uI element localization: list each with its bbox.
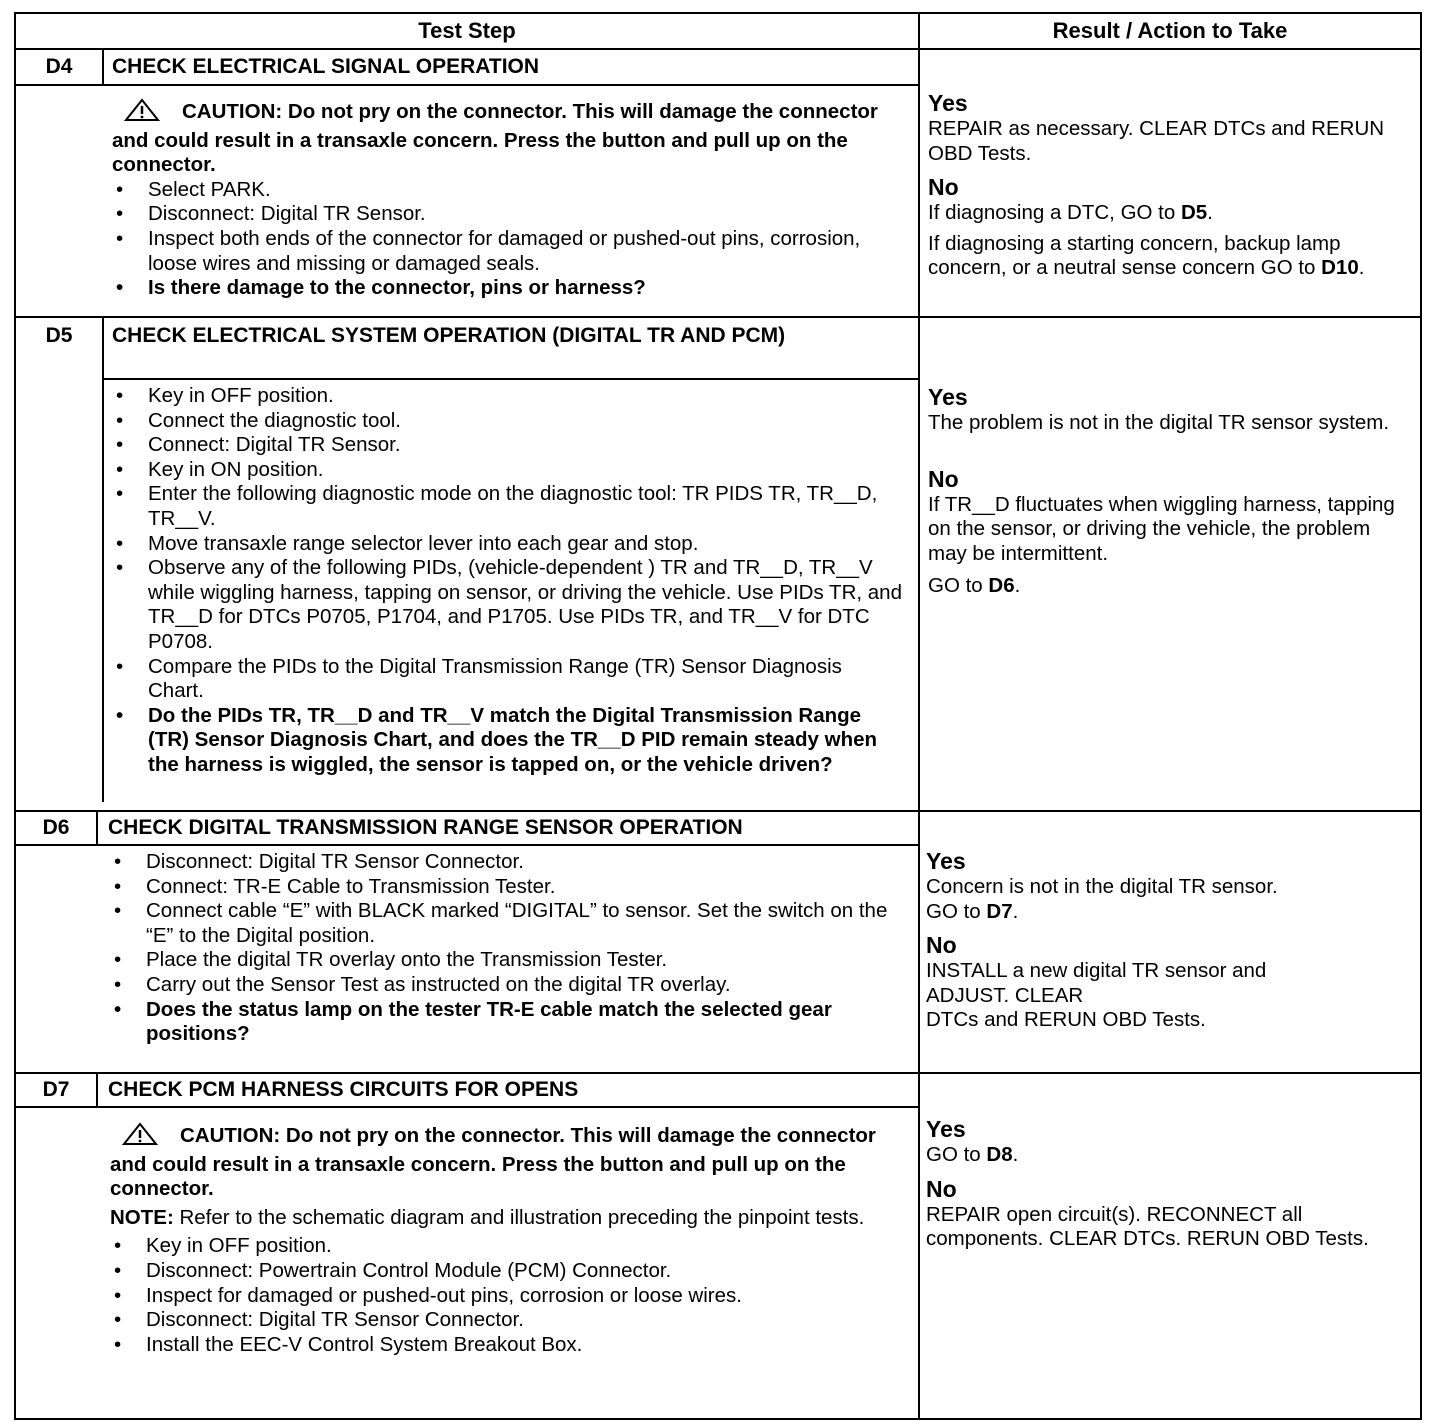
no-action-line: ADJUST. CLEAR — [926, 983, 1084, 1007]
list-item: • Carry out the Sensor Test as instructed on the digital TR overlay. — [110, 973, 900, 998]
no-action-line: DTCs and RERUN OBD Tests. — [926, 1008, 1206, 1031]
yes-label: Yes — [928, 90, 968, 116]
no-label: No — [926, 1175, 957, 1202]
yes-action: Concern is not in the digital TR sensor. — [926, 875, 1278, 898]
step-bullet-list — [112, 384, 902, 778]
list-item: • Enter the following diagnostic mode on the diagnostic tool: TR PIDS TR, TR__D, TR__V. — [112, 482, 902, 531]
question-item: • Does the status lamp on the tester TR-E cable match the selected gear positions? — [110, 998, 900, 1047]
step-body-d5 — [112, 384, 902, 778]
list-item: • Disconnect: Digital TR Sensor. — [112, 202, 902, 227]
id-divider — [96, 1072, 98, 1106]
list-item: • Observe any of the following PIDs, (vehicle-dependent ) TR and TR__D, TR__V while wiggling harness, tapping on sensor, or driving the vehicle. Use PIDs TR, and TR__D for DTCs P0705, P1704, and P1705. Use PIDs TR, and TR__V for DTC P0708. — [112, 556, 902, 654]
row-divider — [16, 316, 1420, 318]
go-to-action: GO to D7. — [926, 899, 1019, 923]
step-title-divider — [16, 1106, 918, 1108]
step-id-d4: D4 — [45, 55, 73, 78]
step-title-d6: CHECK DIGITAL TRANSMISSION RANGE SENSOR OPERATION — [108, 816, 743, 839]
step-title-d7: CHECK PCM HARNESS CIRCUITS FOR OPENS — [108, 1078, 579, 1101]
step-title-d4: CHECK ELECTRICAL SIGNAL OPERATION — [112, 55, 540, 78]
step-title-divider — [16, 844, 918, 846]
list-item: • Connect cable “E” with BLACK marked “DIGITAL” to sensor. Set the switch on the “E” to the Digital position. — [110, 899, 900, 948]
list-item: • Inspect both ends of the connector for damaged or pushed-out pins, corrosion, loose wires and missing or damaged seals. — [112, 227, 902, 276]
no-action-line: INSTALL a new digital TR sensor and — [926, 959, 1267, 982]
header-result-action: Result / Action to Take — [1052, 18, 1288, 43]
go-to-action: GO to D6. — [928, 574, 1021, 597]
row-divider — [16, 810, 1420, 812]
list-item: • Place the digital TR overlay onto the Transmission Tester. — [110, 948, 900, 973]
result-d6 — [926, 848, 1412, 1033]
no-action: If diagnosing a starting concern, backup lamp concern, or a neutral sense concern GO to D10. — [928, 231, 1365, 279]
header-divider — [16, 48, 1420, 50]
header-test-step: Test Step — [418, 18, 516, 43]
result-d7 — [926, 1116, 1412, 1252]
no-label: No — [928, 465, 959, 492]
step-id-d6: D6 — [42, 816, 70, 839]
caution-text: CAUTION: Do not pry on the connector. This will damage the connector and could result in a transaxle concern. Press the button and pull up on the connector. — [110, 1124, 876, 1201]
list-item: • Move transaxle range selector lever into each gear and stop. — [112, 532, 902, 557]
result-d4 — [928, 90, 1414, 281]
list-item: • Connect the diagnostic tool. — [112, 409, 902, 434]
list-item: • Connect: Digital TR Sensor. — [112, 433, 902, 458]
list-item: • Disconnect: Digital TR Sensor Connector. — [110, 1308, 900, 1333]
step-bullet-list — [110, 1234, 900, 1357]
column-divider — [918, 14, 920, 1418]
note-text: NOTE: Refer to the schematic diagram and illustration preceding the pinpoint tests. — [110, 1205, 865, 1229]
list-item: • Disconnect: Powertrain Control Module (PCM) Connector. — [110, 1259, 900, 1284]
yes-action: REPAIR as necessary. CLEAR DTCs and RERUN OBD Tests. — [928, 117, 1385, 165]
list-item: • Key in OFF position. — [112, 384, 902, 409]
step-bullet-list — [112, 178, 902, 301]
go-to-action: GO to D8. — [926, 1143, 1019, 1166]
yes-action: The problem is not in the digital TR sensor system. — [928, 411, 1390, 434]
row-divider — [16, 1072, 1420, 1074]
result-d5 — [928, 384, 1414, 599]
step-title-d5: CHECK ELECTRICAL SYSTEM OPERATION (DIGITAL TR AND PCM) — [112, 324, 786, 347]
id-divider — [102, 378, 104, 802]
step-body-d6 — [110, 850, 900, 1047]
list-item: • Compare the PIDs to the Digital Transmission Range (TR) Sensor Diagnosis Chart. — [112, 655, 902, 704]
warning-triangle-icon — [110, 1122, 170, 1153]
no-action: REPAIR open circuit(s). RECONNECT all components. CLEAR DTCs. RERUN OBD Tests. — [926, 1202, 1369, 1250]
list-item: • Install the EEC-V Control System Breakout Box. — [110, 1333, 900, 1358]
list-item: • Connect: TR-E Cable to Transmission Tester. — [110, 875, 900, 900]
step-title-divider — [16, 84, 918, 86]
list-item: • Disconnect: Digital TR Sensor Connector. — [110, 850, 900, 875]
no-action: If diagnosing a DTC, GO to D5. — [928, 201, 1213, 224]
id-divider — [102, 48, 104, 84]
step-body-d4 — [112, 98, 902, 301]
step-id-d7: D7 — [42, 1078, 70, 1101]
caution-text: CAUTION: Do not pry on the connector. This will damage the connector and could result in a transaxle concern. Press the button and pull up on the connector. — [112, 100, 878, 177]
list-item: • Select PARK. — [112, 178, 902, 203]
yes-label: Yes — [926, 848, 966, 874]
step-id-d5: D5 — [45, 324, 73, 347]
question-item: • Do the PIDs TR, TR__D and TR__V match the Digital Transmission Range (TR) Sensor Diagnosis Chart, and does the TR__D PID remain steady when the harness is wiggled, the sensor is tapped on, or the vehicle driven? — [112, 704, 902, 778]
list-item: • Inspect for damaged or pushed-out pins, corrosion or loose wires. — [110, 1284, 900, 1309]
id-divider — [102, 316, 104, 378]
no-action: If TR__D fluctuates when wiggling harness, tapping on the sensor, or driving the vehicle, the problem may be intermittent. — [928, 492, 1395, 565]
yes-label: Yes — [926, 1116, 966, 1142]
no-label: No — [928, 174, 959, 200]
id-divider — [96, 810, 98, 844]
list-item: • Key in OFF position. — [110, 1234, 900, 1259]
no-label: No — [926, 932, 957, 958]
step-bullet-list — [110, 850, 900, 1047]
yes-label: Yes — [928, 384, 968, 410]
warning-triangle-icon — [112, 98, 172, 129]
step-title-divider — [102, 378, 918, 380]
step-body-d7 — [110, 1122, 900, 1357]
list-item: • Key in ON position. — [112, 458, 902, 483]
question-item: • Is there damage to the connector, pins or harness? — [112, 276, 902, 301]
diagnostic-table — [14, 12, 1422, 1420]
